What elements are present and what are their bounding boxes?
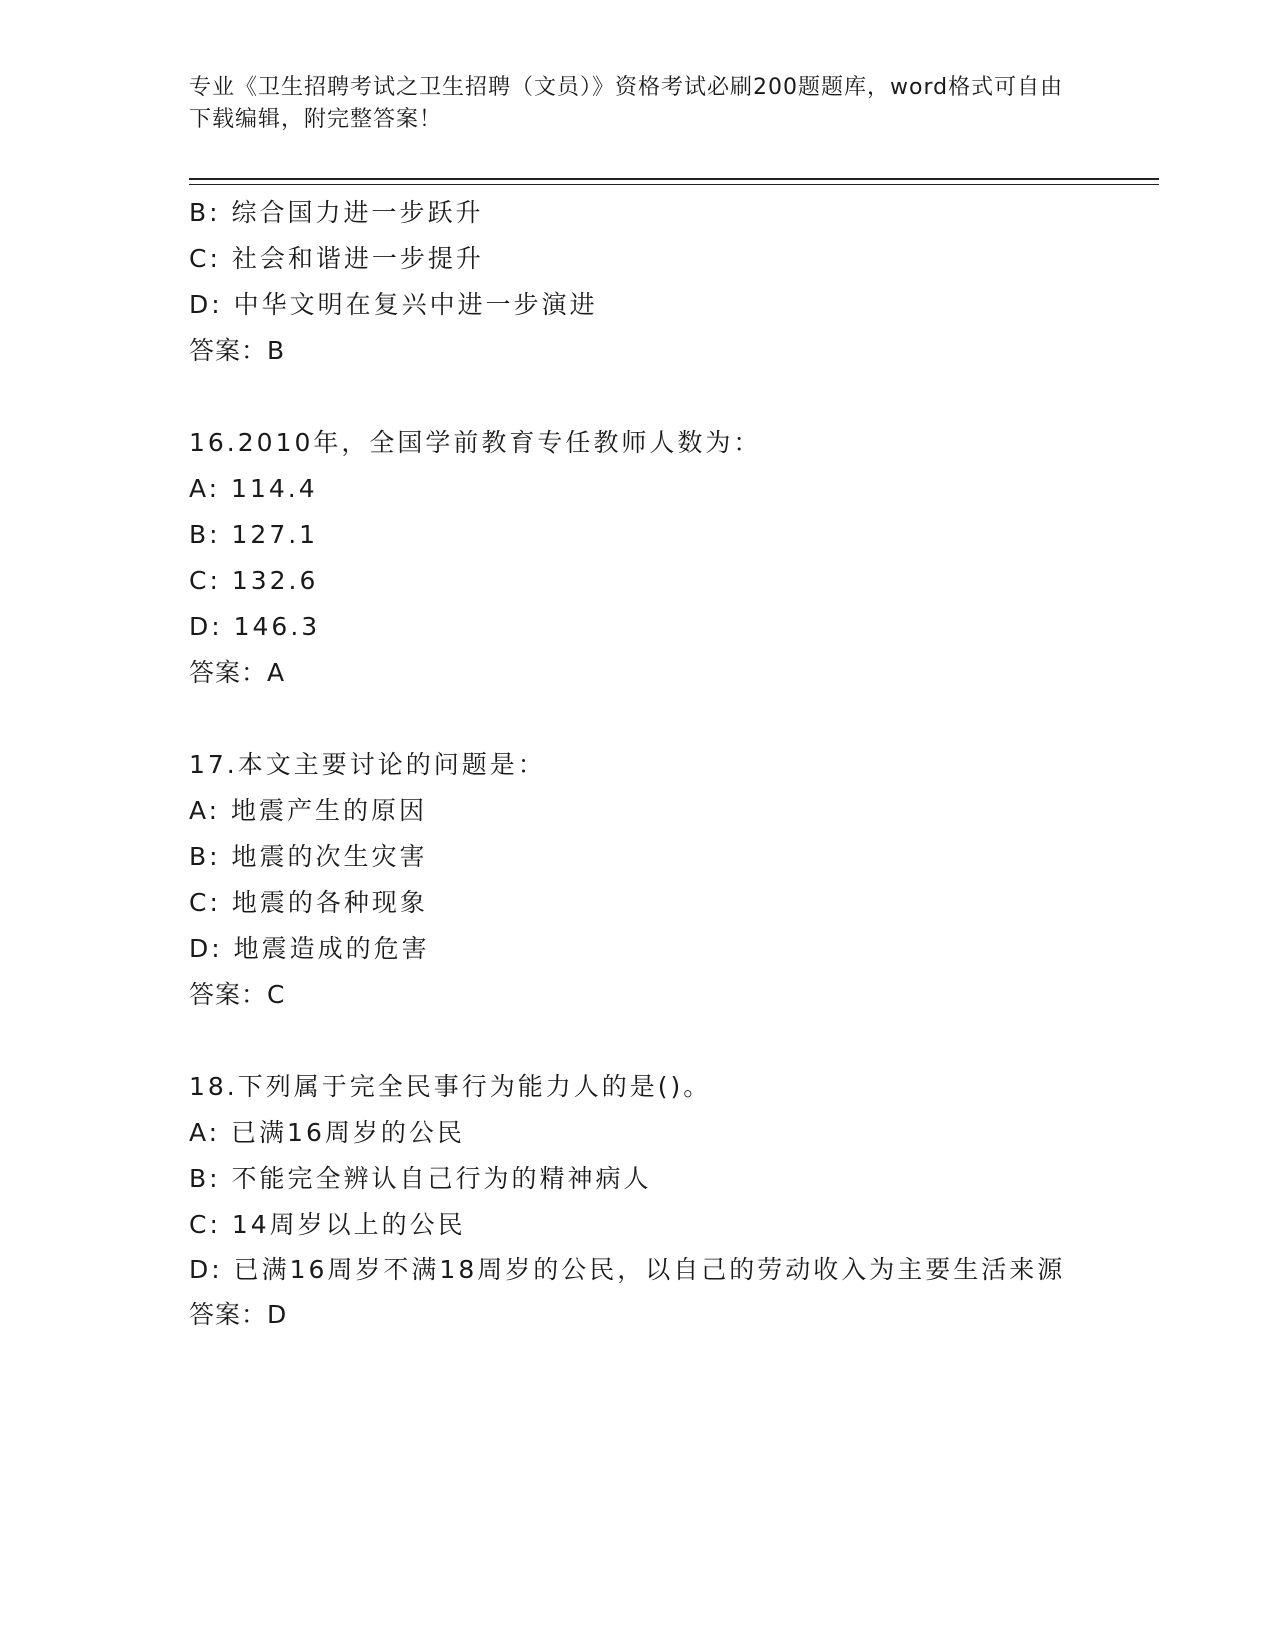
question-block-18 xyxy=(189,1064,1089,1338)
document-body xyxy=(189,190,1089,1338)
question-block-16 xyxy=(189,420,1089,696)
question-stem: 18.下列属于完全民事行为能力人的是()。 xyxy=(189,1072,712,1101)
option-a: A: 地震产生的原因 xyxy=(189,796,428,825)
spacer xyxy=(189,1018,1089,1064)
option-b: B: 不能完全辨认自己行为的精神病人 xyxy=(189,1164,652,1193)
spacer xyxy=(189,374,1089,420)
option-d: D: 146.3 xyxy=(189,612,321,641)
page-header: 专业《卫生招聘考试之卫生招聘（文员）》资格考试必刷200题题库，word格式可自由下载编辑，附完整答案！ xyxy=(189,75,1064,132)
header-rule-thin xyxy=(189,184,1159,185)
question-block-prev xyxy=(189,190,1089,374)
question-block-17 xyxy=(189,742,1089,1018)
spacer xyxy=(189,696,1089,742)
option-c: C: 社会和谐进一步提升 xyxy=(189,244,484,273)
question-stem: 16.2010年，全国学前教育专任教师人数为： xyxy=(189,428,762,457)
option-d: D: 已满16周岁不满18周岁的公民，以自己的劳动收入为主要生活来源 xyxy=(189,1255,1066,1284)
header-rule-thick xyxy=(189,178,1159,180)
option-a: A: 114.4 xyxy=(189,474,318,503)
option-b: B: 127.1 xyxy=(189,520,319,549)
option-d: D: 中华文明在复兴中进一步演进 xyxy=(189,290,598,319)
option-a: A: 已满16周岁的公民 xyxy=(189,1118,465,1147)
answer-line: 答案：B xyxy=(189,336,286,365)
option-c: C: 132.6 xyxy=(189,566,319,595)
option-b: B: 综合国力进一步跃升 xyxy=(189,198,484,227)
option-b: B: 地震的次生灾害 xyxy=(189,842,428,871)
answer-line: 答案：A xyxy=(189,658,286,687)
option-d: D: 地震造成的危害 xyxy=(189,934,430,963)
answer-line: 答案：C xyxy=(189,980,286,1009)
question-stem: 17.本文主要讨论的问题是： xyxy=(189,750,546,779)
answer-line: 答案：D xyxy=(189,1300,288,1329)
option-c: C: 地震的各种现象 xyxy=(189,888,428,917)
option-c: C: 14周岁以上的公民 xyxy=(189,1210,466,1239)
